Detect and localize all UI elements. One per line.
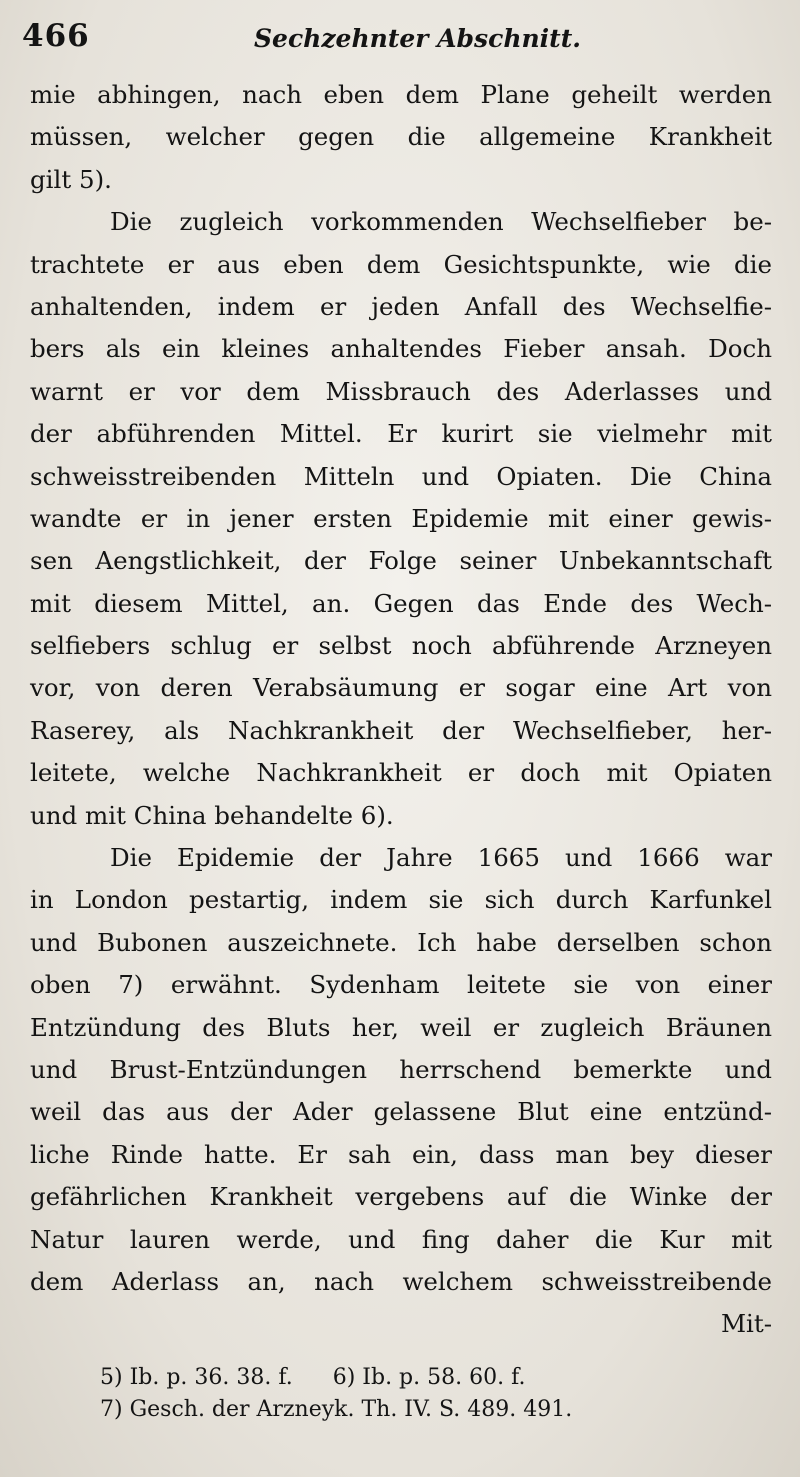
footnote-7: 7) Gesch. der Arzneyk. Th. IV. S. 489. 491. — [100, 1397, 573, 1422]
footnote-row — [100, 1362, 740, 1394]
text-line: Natur lauren werde, und fing daher die Kur mit — [30, 1224, 772, 1254]
text-line: sen Aengstlichkeit, der Folge seiner Unbekanntschaft — [30, 546, 772, 576]
text-line: und mit China behandelte 6). — [30, 800, 394, 830]
text-line: selfiebers schlug er selbst noch abführende Arzneyen — [30, 631, 772, 661]
footnote-6: 6) Ib. p. 58. 60. f. — [332, 1365, 526, 1390]
text-line: und Bubonen auszeichnete. Ich habe derselben schon — [30, 927, 772, 957]
text-line: gefährlichen Krankheit vergebens auf die Winke der — [30, 1182, 772, 1212]
footnote-row — [100, 1394, 740, 1426]
text-line: leitete, welche Nachkrankheit er doch mit Opiaten — [30, 758, 772, 788]
text-line: Die Epidemie der Jahre 1665 und 1666 war — [110, 843, 772, 873]
text-line: warnt er vor dem Missbrauch des Aderlasses und — [30, 376, 772, 406]
text-line: gilt 5). — [30, 164, 112, 194]
text-line: vor, von deren Verabsäumung er sogar eine Art von — [30, 673, 772, 703]
text-line: liche Rinde hatte. Er sah ein, dass man bey dieser — [30, 1139, 772, 1169]
text-line: wandte er in jener ersten Epidemie mit einer gewis- — [30, 503, 772, 533]
text-line: Entzündung des Bluts her, weil er zugleich Bräunen — [30, 1012, 772, 1042]
text-line: müssen, welcher gegen die allgemeine Krankheit — [30, 122, 772, 152]
text-line: bers als ein kleines anhaltendes Fieber ansah. Doch — [30, 334, 772, 364]
text-line: anhaltenden, indem er jeden Anfall des Wechselfie- — [30, 291, 772, 321]
text-line: in London pestartig, indem sie sich durch Karfunkel — [30, 885, 772, 915]
text-line: mit diesem Mittel, an. Gegen das Ende des Wech- — [30, 588, 772, 618]
text-line: Die zugleich vorkommenden Wechselfieber be- — [110, 207, 772, 237]
text-line: schweisstreibenden Mitteln und Opiaten. Die China — [30, 461, 772, 491]
text-line: oben 7) erwähnt. Sydenham leitete sie von einer — [30, 970, 772, 1000]
text-line: trachtete er aus eben dem Gesichtspunkte, wie die — [30, 249, 772, 279]
body-text — [30, 74, 772, 1346]
catchword: Mit- — [720, 1309, 772, 1339]
text-line: und Brust-Entzündungen herrschend bemerkte und — [30, 1054, 772, 1084]
footnote-5: 5) Ib. p. 36. 38. f. — [100, 1365, 293, 1390]
running-head: Sechzehnter Abschnitt. — [254, 24, 581, 53]
footnotes — [100, 1362, 740, 1426]
text-line: mie abhingen, nach eben dem Plane geheilt werden — [30, 80, 772, 109]
text-line: der abführenden Mittel. Er kurirt sie vielmehr mit — [30, 419, 772, 449]
text-line: dem Aderlass an, nach welchem schweisstreibende — [30, 1266, 772, 1296]
page-number: 466 — [22, 18, 90, 54]
text-line: weil das aus der Ader gelassene Blut eine entzünd- — [30, 1097, 772, 1127]
page-header — [22, 18, 762, 68]
text-line: Raserey, als Nachkrankheit der Wechselfieber, her- — [30, 715, 772, 745]
